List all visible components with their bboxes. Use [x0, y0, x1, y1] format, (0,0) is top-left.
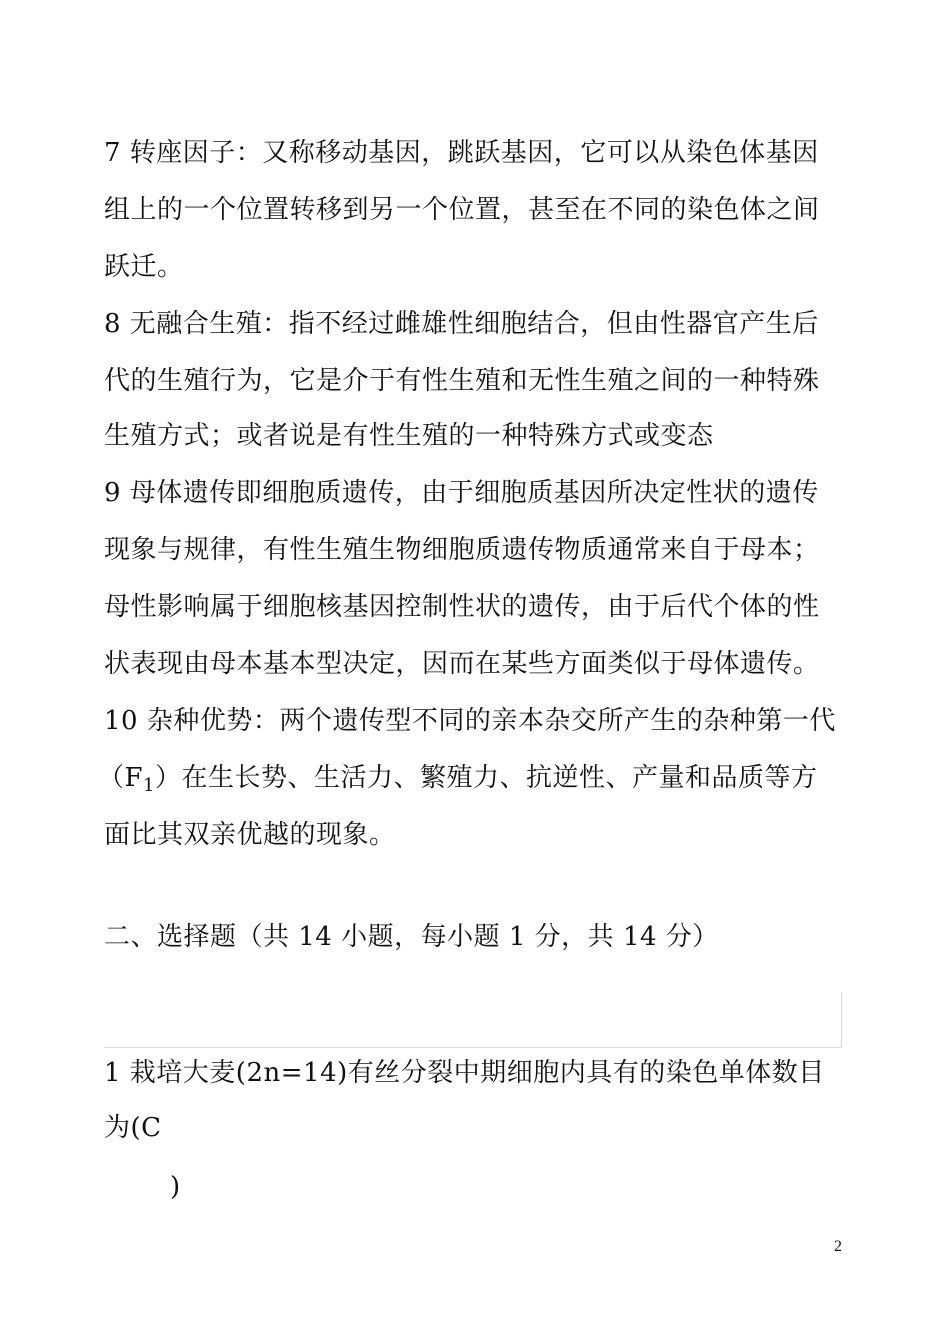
item10-line-2-prefix: （F [98, 763, 144, 793]
item7-line-1: 7 转座因子：又称移动基因，跳跃基因，它可以从染色体基因 [104, 138, 819, 168]
item7-line-3: 跃迁。 [104, 252, 184, 282]
item9-line-2: 现象与规律，有性生殖生物细胞质遗传物质通常来自于母本； [104, 535, 820, 565]
item7-line-2: 组上的一个位置转移到另一个位置，甚至在不同的染色体之间 [104, 195, 820, 225]
page-number: 2 [834, 1238, 842, 1255]
question1-line-2: 为(C [104, 1113, 162, 1143]
question1-line-1: 1 栽培大麦(2n=14)有丝分裂中期细胞内具有的染色单体数目 [104, 1058, 825, 1088]
item9-line-3: 母性影响属于细胞核基因控制性状的遗传，由于后代个体的性 [104, 592, 820, 622]
item8-line-1: 8 无融合生殖：指不经过雌雄性细胞结合，但由性器官产生后 [104, 309, 819, 339]
f1-subscript: 1 [143, 775, 155, 796]
item10-line-2-suffix: ）在生长势、生活力、繁殖力、抗逆性、产量和品质等方 [155, 763, 818, 793]
item8-line-2: 代的生殖行为，它是介于有性生殖和无性生殖之间的一种特殊 [104, 366, 820, 396]
question1-line-3: ) [170, 1172, 181, 1202]
section-heading: 二、选择题（共 14 小题，每小题 1 分，共 14 分） [104, 922, 719, 952]
item8-line-3: 生殖方式；或者说是有性生殖的一种特殊方式或变态 [104, 421, 714, 451]
table-border-vertical [841, 992, 842, 1048]
item10-line-2 [98, 761, 818, 795]
item10-line-1: 10 杂种优势：两个遗传型不同的亲本杂交所产生的杂种第一代 [104, 706, 836, 736]
table-border-horizontal [104, 1047, 842, 1048]
item9-line-4: 状表现由母本基本型决定，因而在某些方面类似于母体遗传。 [104, 649, 820, 679]
item10-line-3: 面比其双亲优越的现象。 [104, 820, 396, 850]
item9-line-1: 9 母体遗传即细胞质遗传，由于细胞质基因所决定性状的遗传 [104, 478, 819, 508]
